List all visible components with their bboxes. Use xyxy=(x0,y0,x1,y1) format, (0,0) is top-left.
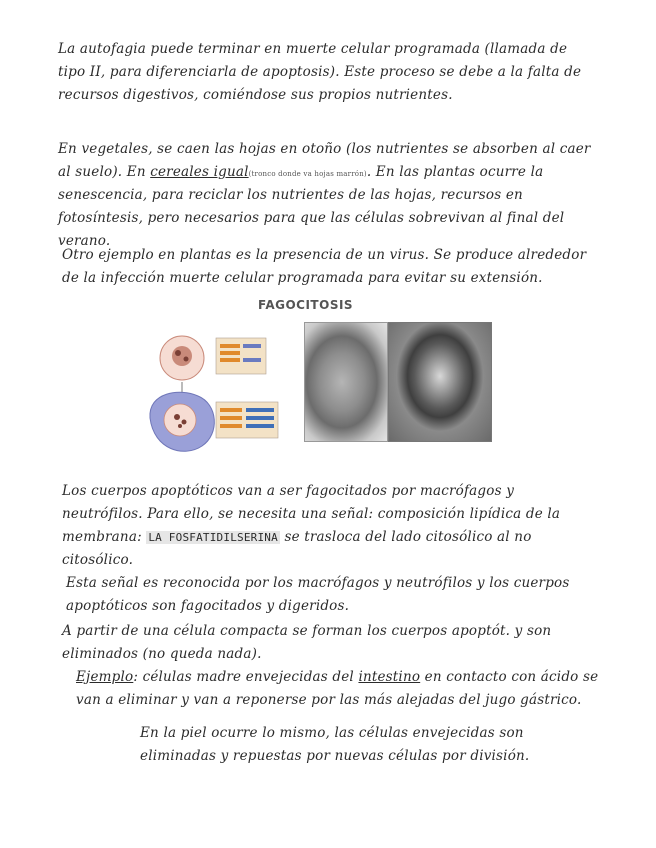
micrograph-apoptotic-cell xyxy=(304,322,388,442)
text-cereales: cereales igual xyxy=(150,164,249,180)
text-intestino: intestino xyxy=(358,669,421,685)
text-cuerpos-b: se trasloca del lado citosólico al no citosólico. xyxy=(62,529,532,568)
text-ejemplo-a: : células madre envejecidas del xyxy=(133,669,359,685)
paragraph-autofagia: La autofagia puede terminar en muerte celular programada (llamada de tipo II, para diferenciarla de apoptosis). Este proceso se debe a la falta de recursos digestivos, comiéndose sus propios nutrientes. xyxy=(58,41,582,103)
phospholipid-panel-top xyxy=(216,338,266,374)
text-vegetales-b: . En las plantas ocurre la senescencia, para reciclar los nutrientes de las hojas, recursos en fotosíntesis, pero necesarios para que las células sobrevivan al final del verano. xyxy=(58,164,565,249)
paragraph-celula-compacta: A partir de una célula compacta se forman los cuerpos apoptót. y son eliminados (no queda nada). xyxy=(62,623,552,662)
paragraph-senal: Esta señal es reconocida por los macrófagos y neutrófilos y los cuerpos apoptóticos son fagocitados y digeridos. xyxy=(66,575,570,614)
micrograph-phagocytosed-cell xyxy=(388,322,492,442)
apoptotic-cell-top xyxy=(160,336,204,380)
text-vegetales-a: En vegetales, se caen las hojas en otoño (los nutrientes se absorben al caer al suelo). En xyxy=(58,141,591,180)
paragraph-ejemplo-intestino xyxy=(76,666,616,712)
macrophage-cell xyxy=(150,392,214,451)
paragraph-cuerpos-apoptoticos xyxy=(62,480,592,572)
label-ejemplo: Ejemplo xyxy=(76,669,134,685)
note-tronco: (tronco donde va hojas marrón) xyxy=(248,170,367,178)
text-cuerpos-a: Los cuerpos apoptóticos van a ser fagocitados por macrófagos y neutrófilos. Para ello, se necesita una señal: composición lipídica de la membrana: xyxy=(62,483,561,545)
text-ejemplo-b: en contacto con ácido se van a eliminar y van a reponerse por las más alejadas del jugo gástrico. xyxy=(76,669,599,708)
phospholipid-panel-bottom xyxy=(216,402,278,438)
paragraph-virus: Otro ejemplo en plantas es la presencia de un virus. Se produce alrededor de la infección muerte celular programada para evitar su extensión. xyxy=(62,247,587,286)
phagocytosis-diagram xyxy=(140,322,298,460)
figure-title: FAGOCITOSIS xyxy=(258,298,354,312)
paragraph-piel: En la piel ocurre lo mismo, las células envejecidas son eliminadas y repuestas por nuevas células por división. xyxy=(140,725,530,764)
paragraph-vegetales xyxy=(58,138,598,253)
text-fosfatidilserina: LA FOSFATIDILSERINA xyxy=(148,531,278,544)
